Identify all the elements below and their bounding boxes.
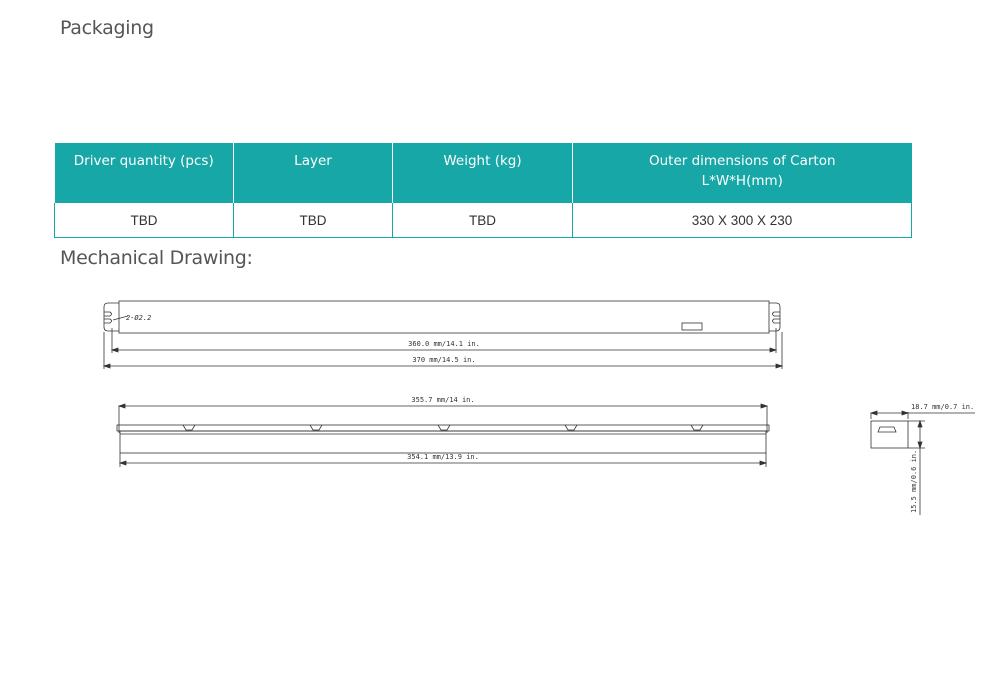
end-view-body (871, 421, 908, 448)
col-outer-dimensions-unit: L*W*H(mm) (701, 173, 783, 189)
col-layer: Layer (234, 143, 393, 203)
dim-side-bottom: 354.1 mm/13.9 in. (407, 453, 479, 461)
packaging-title: Packaging (60, 17, 154, 39)
dim-end-height: 15.5 mm/0.6 in. (910, 449, 918, 513)
top-view-body (119, 301, 769, 333)
col-outer-dimensions-label: Outer dimensions of Carton (648, 153, 836, 169)
cell-weight: TBD (393, 203, 573, 238)
cell-layer: TBD (234, 203, 393, 238)
side-view-clips (183, 425, 703, 430)
col-driver-quantity: Driver quantity (pcs) (55, 143, 234, 203)
end-view-clip (878, 427, 896, 432)
left-mount-slot (104, 312, 112, 316)
top-view (104, 301, 780, 333)
dim-end-width: 18.7 mm/0.7 in. (911, 403, 975, 411)
right-mount-slot (773, 312, 781, 316)
end-view (871, 411, 975, 515)
dim-side-top: 355.7 mm/14 in. (411, 396, 475, 404)
mechanical-drawing-title: Mechanical Drawing: (60, 247, 253, 269)
col-weight: Weight (kg) (393, 143, 573, 203)
hole-note: 2-Ø2.2 (126, 314, 152, 322)
dim-mount-spacing: 360.0 mm/14.1 in. (408, 340, 480, 348)
cell-outer-dimensions: 330 X 300 X 230 (573, 203, 912, 238)
label-window (682, 323, 702, 330)
dim-overall-length: 370 mm/14.5 in. (412, 356, 476, 364)
left-mount-tab (104, 303, 119, 331)
right-mount-tab (769, 303, 780, 331)
cell-driver-quantity: TBD (55, 203, 234, 238)
